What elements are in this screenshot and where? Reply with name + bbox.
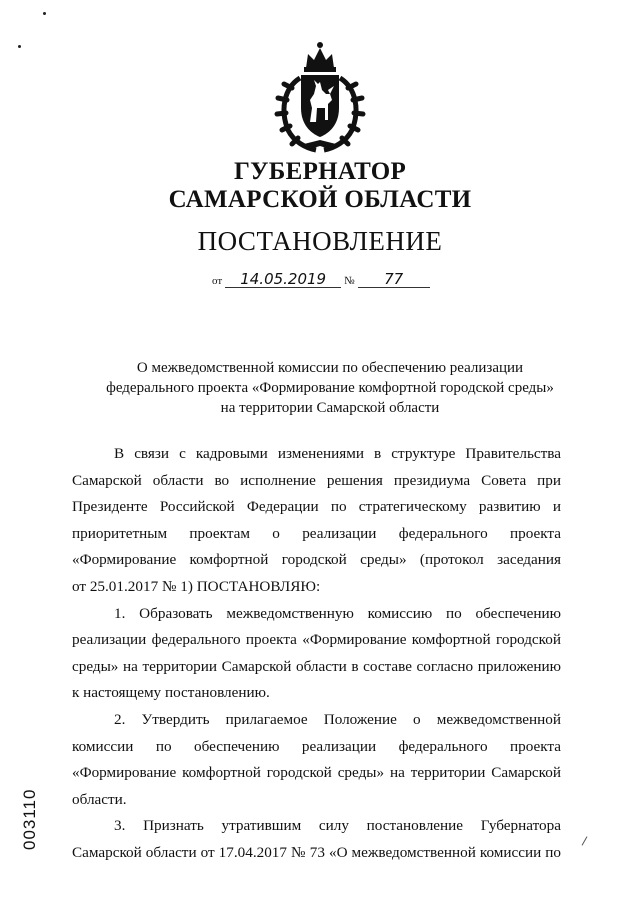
issuer-title-line1: ГУБЕРНАТОР (233, 158, 407, 185)
scan-speck (18, 45, 21, 48)
text-line: «Формирование комфортной городской среды» на территории Самарской (72, 764, 561, 782)
number-sign: № (344, 275, 355, 287)
issuer-title-line2: САМАРСКОЙ ОБЛАСТИ (168, 186, 472, 213)
text-line: В связи с кадровыми изменениями в структуре Правительства (114, 445, 561, 462)
clause-2 (72, 707, 561, 813)
text-line: реализации федерального проекта «Формирование комфортной городской (72, 631, 561, 649)
text-line: 2. Утвердить прилагаемое Положение о межведомственной (114, 710, 561, 728)
text-line: «Формирование комфортной городской среды» (протокол заседания (72, 551, 561, 569)
text-line: 1. Образовать межведомственную комиссию по обеспечению (114, 604, 561, 622)
text-line: к настоящему постановлению. (72, 684, 270, 702)
title-line: федерального проекта «Формирование комфортной городской среды» (106, 380, 554, 396)
text-line: приоритетным проектам о реализации федерального проекта (72, 524, 561, 542)
text-line: области. (72, 790, 127, 808)
text-line: 3. Признать утратившим силу постановление Губернатора (114, 817, 561, 835)
text-line: от 25.01.2017 № 1) ПОСТАНОВЛЯЮ: (72, 577, 321, 595)
title-line: на территории Самарской области (220, 400, 440, 416)
document-type: ПОСТАНОВЛЕНИЕ (197, 226, 443, 256)
title-line: О межведомственной комиссии по обеспечению реализации (136, 360, 524, 376)
text-line: среды» на территории Самарской области в составе согласно приложению (72, 657, 561, 675)
clause-3 (72, 813, 561, 866)
text-line: Президенте Российской Федерации по стратегическому развитию и (72, 498, 561, 516)
samara-coat-of-arms-icon (270, 38, 370, 156)
document-title (60, 358, 600, 418)
date-number-line (212, 272, 430, 288)
document-date: 14.05.2019 (225, 272, 341, 288)
registration-code: 003110 (20, 788, 39, 850)
document-number: 77 (358, 272, 430, 288)
scan-speck (43, 12, 46, 15)
preamble-paragraph (72, 441, 561, 601)
document-body (72, 441, 561, 867)
pen-mark (582, 836, 588, 845)
text-line: комиссии по обеспечению реализации федерального проекта (72, 737, 561, 755)
text-line: Самарской области от 17.04.2017 № 73 «О межведомственной комиссии по (72, 843, 561, 861)
text-line: Самарской области во исполнение решения президиума Совета при (72, 471, 561, 489)
clause-1 (72, 601, 561, 707)
date-prefix: от (212, 275, 223, 287)
